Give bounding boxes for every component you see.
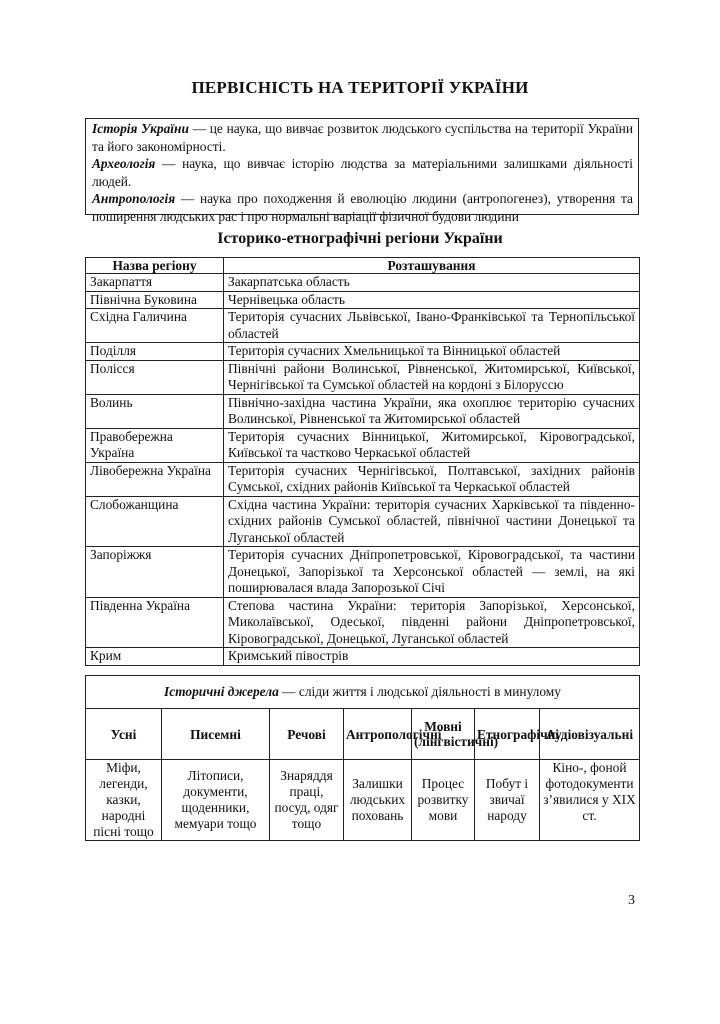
definition-history bbox=[92, 120, 633, 155]
table-row bbox=[86, 648, 640, 666]
table-row bbox=[86, 309, 640, 343]
column-header-location: Розташування bbox=[224, 258, 640, 274]
region-name-cell: Волинь bbox=[86, 394, 224, 428]
region-location-cell: Східна частина України: територія сучасних Харківської та південно-східних районів Сумської областей, північної частини Донецької та Луганської областей bbox=[224, 496, 640, 547]
region-location-cell: Територія сучасних Чернігівської, Полтавської, західних районів Сумської, східних районів Київської та Черкаської областей bbox=[224, 462, 640, 496]
sources-definition-text: — сліди життя і людської діяльності в минулому bbox=[278, 684, 561, 699]
page-number: 3 bbox=[628, 893, 635, 908]
definition-text: — це наука, що вивчає розвиток людського суспільства на території України та його закономірності. bbox=[92, 121, 633, 154]
sources-definition bbox=[86, 676, 640, 709]
definition-text: — наука, що вивчає історію людства за матеріальними залишками діяльності людей. bbox=[92, 156, 633, 189]
definitions-box bbox=[85, 118, 639, 224]
region-location-cell: Територія сучасних Дніпропетровської, Кіровоградської, та частини Донецької, Запорізької та Херсонської областей — землі, на які поширювалася влада Запорозької Січі bbox=[224, 547, 640, 598]
region-location-cell: Степова частина України: територія Запорізької, Херсонської, Миколаївської, Одеської, південні райони Дніпропетровської, Кіровоградської, Донецької, Луганської областей bbox=[224, 597, 640, 648]
table-row bbox=[86, 360, 640, 394]
table-row bbox=[86, 496, 640, 547]
source-category-header: Аудіовізуальні bbox=[540, 709, 640, 760]
table-row bbox=[86, 597, 640, 648]
definition-term: Антропологія bbox=[92, 191, 176, 206]
sources-examples-row bbox=[86, 760, 640, 841]
region-location-cell: Північні райони Волинської, Рівненської, Житомирської, Київської, Чернігівської та Сумської областей на кордоні з Білоруссю bbox=[224, 360, 640, 394]
sources-term: Історичні джерела bbox=[164, 684, 279, 699]
source-example-cell: Знаряддя праці, посуд, одяг тощо bbox=[270, 760, 344, 841]
region-location-cell: Кримський півострів bbox=[224, 648, 640, 666]
region-name-cell: Закарпаття bbox=[86, 274, 224, 292]
table-row bbox=[86, 291, 640, 309]
regions-body bbox=[86, 274, 640, 666]
region-name-cell: Правобережна Україна bbox=[86, 428, 224, 462]
source-example-cell: Побут і звичаї народу bbox=[475, 760, 540, 841]
region-location-cell: Територія сучасних Львівської, Івано-Франківської та Тернопільської областей bbox=[224, 309, 640, 343]
region-name-cell: Північна Буковина bbox=[86, 291, 224, 309]
source-example-cell: Залишки людських поховань bbox=[344, 760, 412, 841]
definition-text: — наука про походження й еволюцію людини (антропогенез), утворення та поширення людських рас і про нормальні варіації фізичної будови людини bbox=[92, 191, 633, 224]
region-name-cell: Південна Україна bbox=[86, 597, 224, 648]
table-row bbox=[86, 394, 640, 428]
definition-anthropology bbox=[92, 190, 633, 225]
source-example-cell: Літописи, документи, щоденники, мемуари тощо bbox=[162, 760, 270, 841]
table-row bbox=[86, 274, 640, 292]
column-header-region: Назва регіону bbox=[86, 258, 224, 274]
region-location-cell: Чернівецька область bbox=[224, 291, 640, 309]
source-example-cell: Процес розвитку мови bbox=[412, 760, 475, 841]
region-name-cell: Слобожанщина bbox=[86, 496, 224, 547]
region-location-cell: Територія сучасних Вінницької, Житомирської, Кіровоградської, Київської та частково Черкаської областей bbox=[224, 428, 640, 462]
region-location-cell: Північно-західна частина України, яка охоплює територію сучасних Волинської, Рівненської та Житомирської областей bbox=[224, 394, 640, 428]
region-location-cell: Територія сучасних Хмельницької та Вінницької областей bbox=[224, 343, 640, 361]
source-category-header: Етнографічні bbox=[475, 709, 540, 760]
definition-archaeology bbox=[92, 155, 633, 190]
source-category-header: Речові bbox=[270, 709, 344, 760]
definition-term: Археологія bbox=[92, 156, 156, 171]
table-row bbox=[86, 547, 640, 598]
source-example-cell: Кіно-, фоной фотодокументи з’явилися у XIX ст. bbox=[540, 760, 640, 841]
table-row bbox=[86, 462, 640, 496]
page-title: ПЕРВІСНІСТЬ НА ТЕРИТОРІЇ УКРАЇНИ bbox=[191, 78, 529, 97]
regions-table-title: Історико-етнографічні регіони України bbox=[217, 230, 503, 247]
region-name-cell: Лівобережна Україна bbox=[86, 462, 224, 496]
region-name-cell: Запоріжжя bbox=[86, 547, 224, 598]
table-row bbox=[86, 428, 640, 462]
definition-term: Історія України bbox=[92, 121, 189, 136]
region-name-cell: Крим bbox=[86, 648, 224, 666]
source-example-cell: Міфи, легенди, казки, народні пісні тощо bbox=[86, 760, 162, 841]
source-category-header: Мовні (лінгвістичні) bbox=[412, 709, 475, 760]
region-name-cell: Поділля bbox=[86, 343, 224, 361]
source-category-header: Писемні bbox=[162, 709, 270, 760]
sources-definition-row bbox=[86, 676, 640, 709]
table-row bbox=[86, 343, 640, 361]
regions-header-row bbox=[86, 258, 640, 274]
source-category-header: Усні bbox=[86, 709, 162, 760]
region-name-cell: Полісся bbox=[86, 360, 224, 394]
sources-table bbox=[85, 675, 640, 841]
source-category-header: Антропологічні bbox=[344, 709, 412, 760]
region-name-cell: Східна Галичина bbox=[86, 309, 224, 343]
sources-categories-row bbox=[86, 709, 640, 760]
regions-table bbox=[85, 257, 640, 666]
region-location-cell: Закарпатська область bbox=[224, 274, 640, 292]
